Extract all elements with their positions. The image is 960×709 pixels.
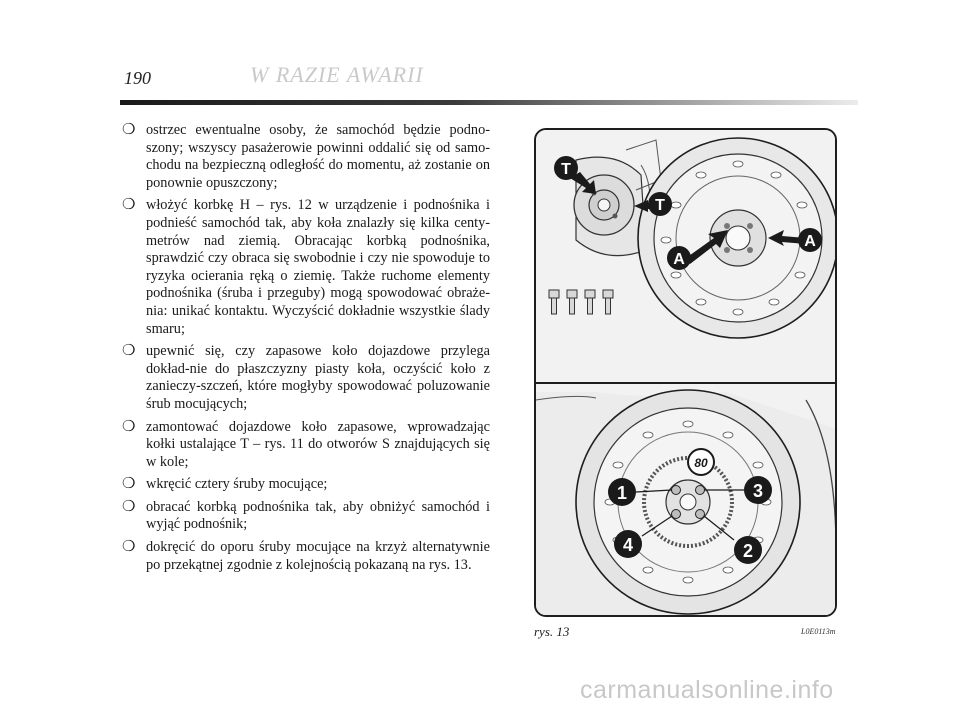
svg-text:T: T bbox=[561, 161, 571, 178]
list-item bbox=[120, 476, 490, 494]
label-bolt-2 bbox=[734, 536, 762, 564]
figure-code: L0E0113m bbox=[801, 627, 836, 636]
figure-drawing bbox=[536, 130, 837, 617]
list-item bbox=[120, 419, 490, 472]
watermark-text: carmanualsonline.info bbox=[580, 676, 834, 704]
label-a-left bbox=[667, 246, 691, 270]
svg-text:T: T bbox=[655, 197, 665, 214]
svg-text:A: A bbox=[673, 251, 685, 268]
bullet-circle-icon: ❍ bbox=[122, 122, 136, 138]
bullet-circle-icon: ❍ bbox=[122, 476, 136, 493]
svg-text:3: 3 bbox=[752, 481, 764, 501]
svg-text:A: A bbox=[804, 233, 816, 250]
svg-text:1: 1 bbox=[616, 483, 628, 503]
svg-text:2: 2 bbox=[742, 541, 754, 561]
instruction-list bbox=[120, 122, 490, 579]
label-t-top bbox=[554, 156, 578, 180]
bullet-circle-icon: ❍ bbox=[122, 197, 136, 214]
list-item-text: ostrzec ewentualne osoby, że samochód będzie podno-szony; wszyscy pasażerowie powinni oddalić się od samo-chodu na bezpieczną odległość do momentu, aż zostanie on ponownie opuszczony; bbox=[146, 122, 490, 191]
bullet-circle-icon: ❍ bbox=[122, 539, 136, 556]
bullet-circle-icon: ❍ bbox=[122, 498, 136, 515]
label-bolt-4 bbox=[614, 530, 642, 558]
svg-text:80: 80 bbox=[694, 456, 708, 470]
section-title: W RAZIE AWARII bbox=[250, 62, 424, 87]
label-a-right bbox=[798, 228, 822, 252]
svg-text:4: 4 bbox=[622, 535, 634, 555]
list-item-text: upewnić się, czy zapasowe koło dojazdowe przylega dokład-nie do płaszczyzny piasty koła, oczyścić koło z zanieczy-szczeń, które mogłyby spowodować poluzowanie śrub mocujących; bbox=[146, 343, 490, 412]
figure-caption: rys. 13 bbox=[534, 624, 570, 639]
list-item bbox=[120, 197, 490, 338]
figure-illustration bbox=[534, 128, 837, 617]
list-item-text: zamontować dojazdowe koło zapasowe, wprowadzając kołki ustalające T – rys. 11 do otworów S znajdujących się w kole; bbox=[146, 418, 490, 470]
list-item-text: obracać korbką podnośnika tak, aby obniżyć samochód i wyjąć podnośnik; bbox=[146, 498, 490, 533]
page-number: 190 bbox=[124, 68, 151, 88]
mounted-wheel bbox=[576, 390, 800, 614]
list-item-text: dokręcić do oporu śruby mocujące na krzyż alternatywnie po przekątnej zgodnie z kolejnością pokazaną na rys. 13. bbox=[146, 539, 490, 573]
label-bolt-1 bbox=[608, 478, 636, 506]
list-item bbox=[120, 122, 490, 192]
bullet-circle-icon: ❍ bbox=[122, 343, 136, 360]
bullet-circle-icon: ❍ bbox=[122, 418, 136, 435]
header-rule bbox=[120, 100, 858, 105]
list-item bbox=[120, 343, 490, 413]
label-bolt-3 bbox=[744, 476, 772, 504]
list-item-text: wkręcić cztery śruby mocujące; bbox=[146, 476, 328, 493]
list-item bbox=[120, 539, 490, 574]
speed-limit-badge bbox=[688, 449, 714, 475]
list-item-text: włożyć korbkę H – rys. 12 w urządzenie i podnośnika i podnieść samochód tak, aby koła znalazły się kilka centy-metrów nad ziemią. Obracając korbką podnośnika, sprawdzić czy obraca się swobodnie i czy nie spowoduje to ryzyka ocierania ręką o ziemię. Także ruchome elementy podnośnika (śruba i przeguby) mogą spowodować obraże-nia: unikać kontaktu. Wyczyścić dokładnie wszystkie ślady smaru; bbox=[146, 197, 490, 337]
label-t-right bbox=[648, 192, 672, 216]
list-item bbox=[120, 499, 490, 534]
